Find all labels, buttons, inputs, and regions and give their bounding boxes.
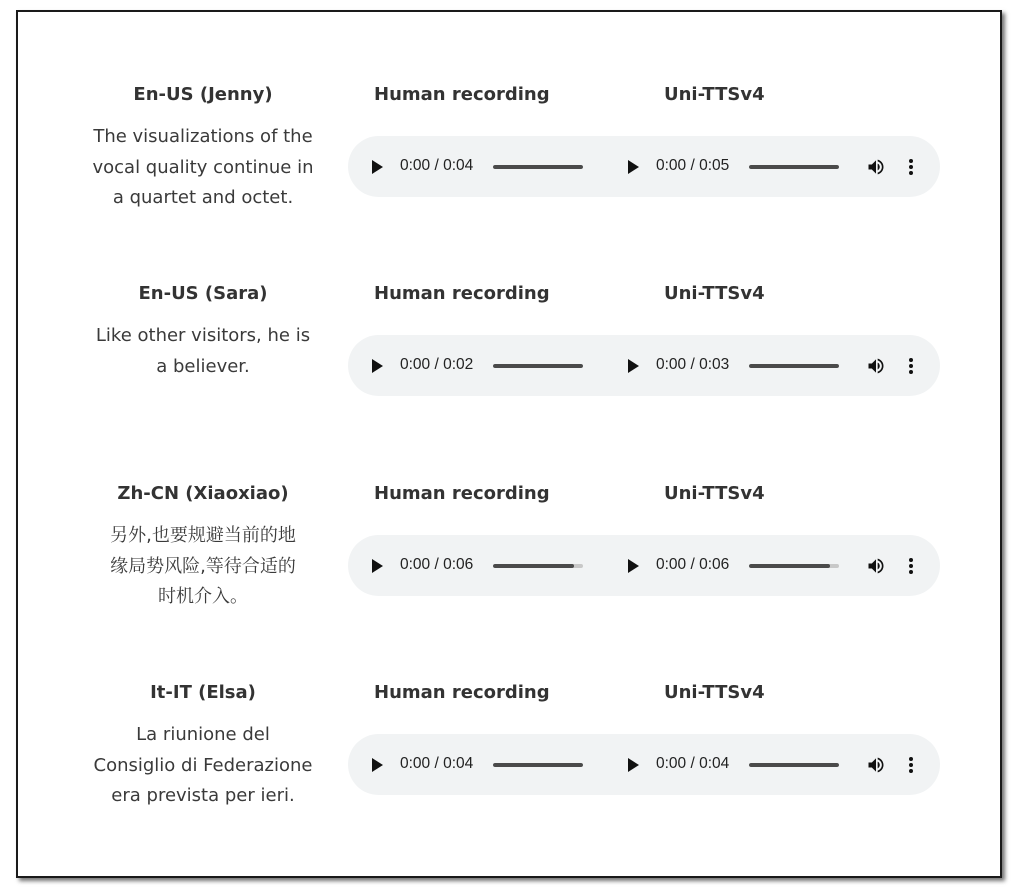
uni-ttsv4-header: Uni-TTSv4: [664, 483, 765, 504]
sample-text-line: 另外,也要规避当前的地: [110, 525, 296, 546]
more-options-icon[interactable]: [906, 356, 916, 376]
play-icon[interactable]: [628, 359, 639, 373]
sample-row: [18, 682, 1000, 862]
audio-player: [348, 734, 940, 795]
voice-label: Zh-CN (Xiaoxiao): [117, 483, 289, 504]
sample-row: [18, 84, 1000, 264]
sample-row: [18, 483, 1000, 663]
human-time-display: 0:00 / 0:02: [400, 356, 474, 373]
uni-progress-slider[interactable]: [749, 165, 839, 169]
sample-text: [88, 321, 318, 382]
uni-time-display: 0:00 / 0:06: [656, 556, 730, 573]
uni-time-display: 0:00 / 0:05: [656, 157, 730, 174]
volume-icon[interactable]: [866, 157, 886, 177]
play-icon[interactable]: [372, 559, 383, 573]
human-progress-slider[interactable]: [493, 165, 583, 169]
play-icon[interactable]: [628, 559, 639, 573]
audio-player: [348, 335, 940, 396]
sample-text: [88, 122, 318, 214]
uni-ttsv4-header: Uni-TTSv4: [664, 283, 765, 304]
uni-progress-slider[interactable]: [749, 364, 839, 368]
uni-ttsv4-header: Uni-TTSv4: [664, 682, 765, 703]
human-time-display: 0:00 / 0:04: [400, 157, 474, 174]
sample-text-line: a believer.: [156, 355, 250, 377]
sample-text-line: The visualizations of the: [93, 126, 313, 147]
human-progress-slider[interactable]: [493, 564, 583, 568]
uni-progress-slider[interactable]: [749, 763, 839, 767]
human-time-display: 0:00 / 0:04: [400, 755, 474, 772]
play-icon[interactable]: [372, 359, 383, 373]
human-recording-header: Human recording: [374, 682, 550, 703]
more-options-icon[interactable]: [906, 556, 916, 576]
sample-text-line: 缘局势风险,等待合适的: [110, 555, 296, 577]
human-recording-header: Human recording: [374, 483, 550, 504]
voice-label: It-IT (Elsa): [150, 682, 256, 703]
human-time-display: 0:00 / 0:06: [400, 556, 474, 573]
audio-player: [348, 136, 940, 197]
uni-time-display: 0:00 / 0:03: [656, 356, 730, 373]
human-progress-slider[interactable]: [493, 364, 583, 368]
sample-row: [18, 283, 1000, 463]
sample-text: [88, 521, 318, 613]
uni-time-display: 0:00 / 0:04: [656, 755, 730, 772]
volume-icon[interactable]: [866, 356, 886, 376]
sample-text-line: La riunione del: [136, 724, 270, 745]
sample-text-line: Consiglio di Federazione: [93, 754, 313, 776]
play-icon[interactable]: [372, 160, 383, 174]
more-options-icon[interactable]: [906, 157, 916, 177]
play-icon[interactable]: [628, 160, 639, 174]
volume-icon[interactable]: [866, 556, 886, 576]
sample-text-line: a quartet and octet.: [112, 187, 294, 208]
voice-label: En-US (Sara): [138, 283, 268, 304]
voice-label: En-US (Jenny): [133, 84, 273, 105]
sample-text-line: Like other visitors, he is: [95, 325, 311, 346]
sample-text-line: 时机介入。: [158, 586, 248, 607]
sample-text: [88, 720, 318, 812]
uni-ttsv4-header: Uni-TTSv4: [664, 84, 765, 105]
sample-text-line: vocal quality continue in: [92, 156, 314, 178]
play-icon[interactable]: [372, 758, 383, 772]
human-recording-header: Human recording: [374, 84, 550, 105]
sample-text-line: era prevista per ieri.: [111, 785, 295, 806]
audio-player: [348, 535, 940, 596]
sample-table: [16, 10, 1002, 878]
human-progress-slider[interactable]: [493, 763, 583, 767]
uni-progress-slider[interactable]: [749, 564, 839, 568]
volume-icon[interactable]: [866, 755, 886, 775]
play-icon[interactable]: [628, 758, 639, 772]
more-options-icon[interactable]: [906, 755, 916, 775]
human-recording-header: Human recording: [374, 283, 550, 304]
